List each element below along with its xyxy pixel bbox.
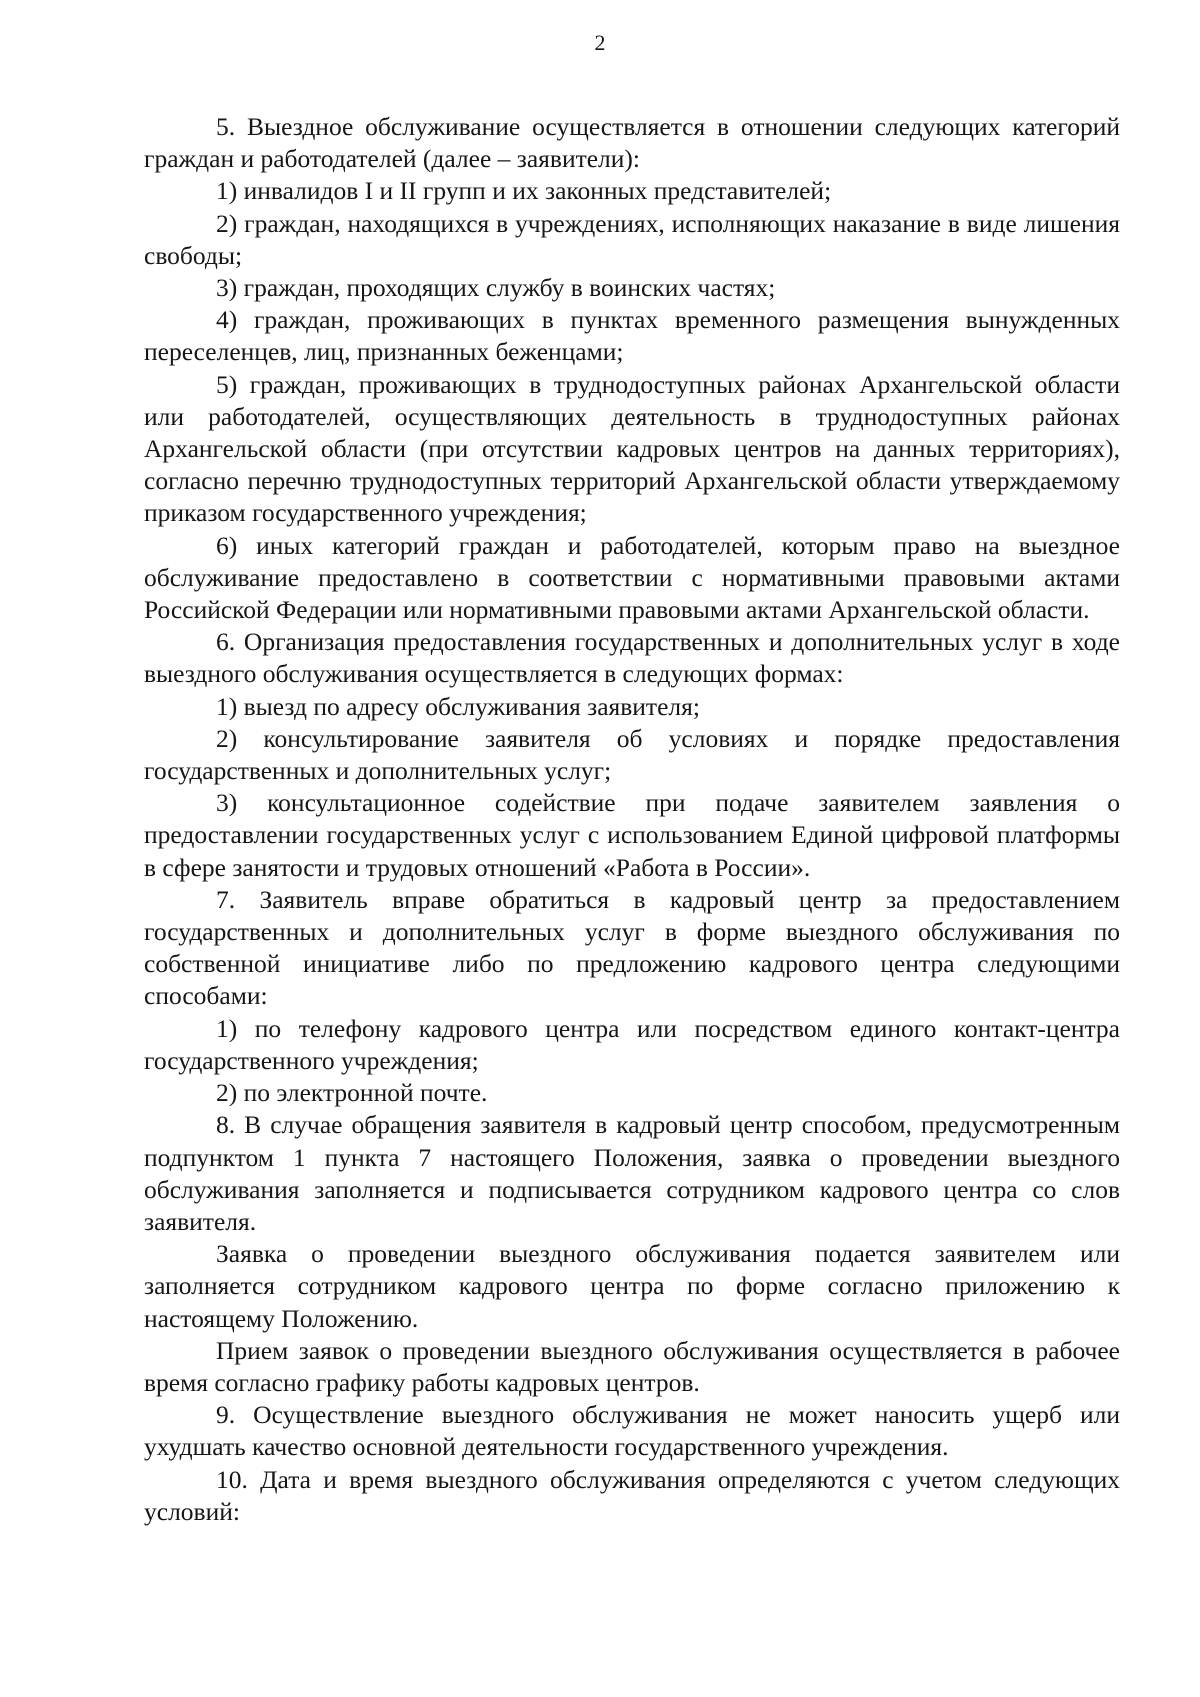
document-body bbox=[144, 111, 1120, 1528]
paragraph-item-6: 6. Организация предоставления государственных и дополнительных услуг в ходе выездного обслуживания осуществляется в следующих формах: bbox=[144, 627, 1120, 689]
paragraph-subitem-7-1: 1) по телефону кадрового центра или посредством единого контакт-центра государственного учреждения; bbox=[144, 1013, 1120, 1075]
paragraph-subitem-5-5: 5) граждан, проживающих в труднодоступных районах Архангельской области или работодателей, осуществляющих деятельность в труднодоступных районах Архангельской области (при отсутствии кадровых центров на данных территориях), согласно перечню труднодоступных территорий Архангельской области утверждаемому приказом государственного учреждения; bbox=[144, 369, 1120, 528]
paragraph-item-8-application-hours: Прием заявок о проведении выездного обслуживания осуществляется в рабочее время согласно графику работы кадровых центров. bbox=[144, 1335, 1120, 1397]
page-number: 2 bbox=[594, 30, 606, 55]
paragraph-subitem-5-4: 4) граждан, проживающих в пунктах временного размещения вынужденных переселенцев, лиц, признанных беженцами; bbox=[144, 305, 1120, 367]
paragraph-item-7: 7. Заявитель вправе обратиться в кадровый центр за предоставлением государственных и дополнительных услуг в форме выездного обслуживания по собственной инициативе либо по предложению кадрового центра следующими способами: bbox=[144, 884, 1120, 1011]
paragraph-subitem-6-1: 1) выезд по адресу обслуживания заявителя; bbox=[216, 691, 700, 721]
paragraph-item-9: 9. Осуществление выездного обслуживания не может наносить ущерб или ухудшать качество основной деятельности государственного учреждения. bbox=[144, 1400, 1120, 1462]
paragraph-item-10: 10. Дата и время выездного обслуживания определяются с учетом следующих условий: bbox=[144, 1464, 1120, 1526]
paragraph-item-8: 8. В случае обращения заявителя в кадровый центр способом, предусмотренным подпунктом 1 пункта 7 настоящего Положения, заявка о проведении выездного обслуживания заполняется и подписывается сотрудником кадрового центра со слов заявителя. bbox=[144, 1110, 1120, 1236]
paragraph-subitem-5-2: 2) граждан, находящихся в учреждениях, исполняющих наказание в виде лишения свободы; bbox=[144, 208, 1120, 270]
paragraph-subitem-7-2: 2) по электронной почте. bbox=[216, 1078, 488, 1108]
paragraph-subitem-5-6: 6) иных категорий граждан и работодателей, которым право на выездное обслуживание предоставлено в соответствии с нормативными правовыми актами Российской Федерации или нормативными правовыми актами Архангельской области. bbox=[144, 530, 1120, 625]
paragraph-item-8-application-form: Заявка о проведении выездного обслуживания подается заявителем или заполняется сотрудником кадрового центра по форме согласно приложению к настоящему Положению. bbox=[144, 1239, 1120, 1333]
paragraph-subitem-6-3: 3) консультационное содействие при подаче заявителем заявления о предоставлении государственных услуг с использованием Единой цифровой платформы в сфере занятости и трудовых отношений «Работа в России». bbox=[144, 788, 1120, 882]
paragraph-subitem-5-3: 3) граждан, проходящих службу в воинских частях; bbox=[216, 273, 776, 303]
paragraph-item-5: 5. Выездное обслуживание осуществляется в отношении следующих категорий граждан и работодателей (далее – заявители): bbox=[144, 112, 1120, 174]
paragraph-subitem-6-2: 2) консультирование заявителя об условиях и порядке предоставления государственных и дополнительных услуг; bbox=[144, 723, 1120, 786]
paragraph-subitem-5-1: 1) инвалидов I и II групп и их законных представителей; bbox=[216, 176, 832, 206]
